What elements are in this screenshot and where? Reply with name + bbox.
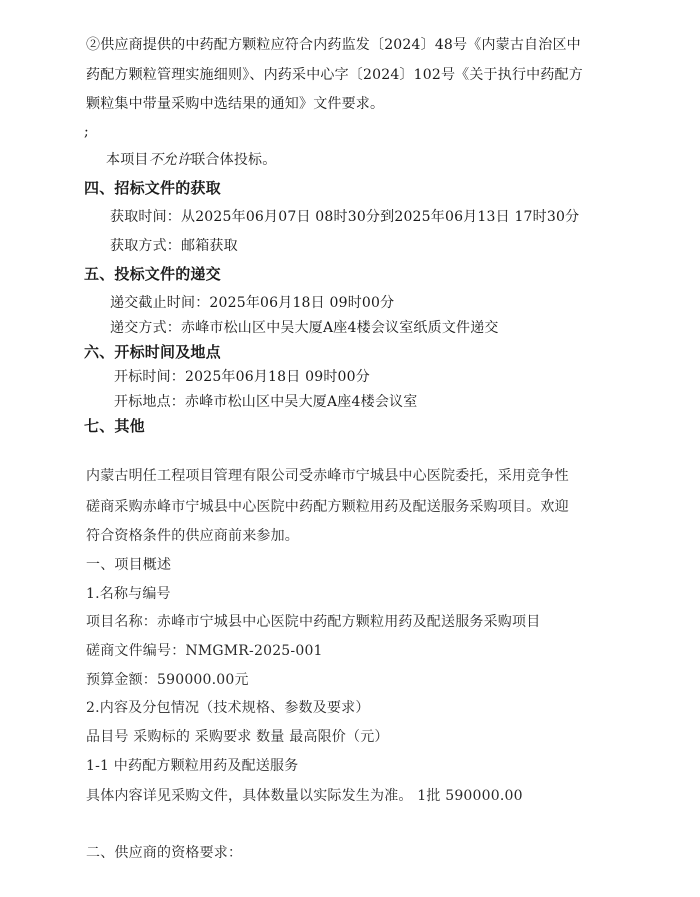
overview-heading: 一、项目概述	[86, 557, 172, 573]
doc-number: 磋商文件编号：NMGMR-2025-001	[86, 643, 323, 659]
section5-method: 递交方式：赤峰市松山区中吴大厦A座4楼会议室纸质文件递交	[110, 320, 499, 336]
semicolon-line: ;	[84, 124, 89, 140]
intro-line3: 符合资格条件的供应商前来参加。	[86, 528, 299, 544]
joint-bid-emphasis: 不允许	[148, 152, 192, 168]
section5-deadline: 递交截止时间：2025年06月18日 09时00分	[110, 295, 395, 311]
section6-time: 开标时间：2025年06月18日 09时00分	[114, 369, 370, 385]
section7-heading: 七、其他	[84, 417, 145, 435]
section6-heading: 六、开标时间及地点	[84, 343, 221, 361]
project-name: 项目名称：赤峰市宁城县中心医院中药配方颗粒用药及配送服务采购项目	[86, 614, 541, 630]
intro-line1: 内蒙古明任工程项目管理有限公司受赤峰市宁城县中心医院委托，采用竞争性	[86, 468, 569, 484]
overview-sub1: 1.名称与编号	[86, 586, 171, 602]
table-header-line: 品目号 采购标的 采购要求 数量 最高限价（元）	[86, 729, 389, 745]
para1-line2: 药配方颗粒管理实施细则》、内药采中心字〔2024〕102号《关于执行中药配方	[86, 67, 583, 83]
para1-line3: 颗粒集中带量采购中选结果的通知》文件要求。	[86, 96, 385, 112]
joint-bid-suffix: 联合体投标。	[191, 152, 277, 168]
budget: 预算金额：590000.00元	[86, 672, 249, 688]
section5-heading: 五、投标文件的递交	[84, 265, 221, 283]
joint-bid-prefix: 本项目	[106, 152, 149, 168]
section4-heading: 四、招标文件的获取	[84, 179, 221, 197]
intro-line2: 磋商采购赤峰市宁城县中心医院中药配方颗粒用药及配送服务采购项目。欢迎	[86, 499, 569, 515]
para1-line1: ②供应商提供的中药配方颗粒应符合内药监发〔2024〕48号《内蒙古自治区中	[86, 37, 581, 53]
section4-method: 获取方式：邮箱获取	[110, 238, 238, 254]
joint-bid-statement	[106, 150, 276, 170]
section6-place: 开标地点：赤峰市松山区中吴大厦A座4楼会议室	[114, 394, 418, 410]
overview-sub2: 2.内容及分包情况（技术规格、参数及要求）	[86, 700, 370, 716]
table-row2: 具体内容详见采购文件，具体数量以实际发生为准。 1批 590000.00	[86, 788, 523, 804]
table-row1: 1-1 中药配方颗粒用药及配送服务	[86, 758, 299, 774]
qualification-heading: 二、供应商的资格要求：	[86, 845, 243, 861]
section4-time: 获取时间：从2025年06月07日 08时30分到2025年06月13日 17时30分	[110, 209, 580, 225]
